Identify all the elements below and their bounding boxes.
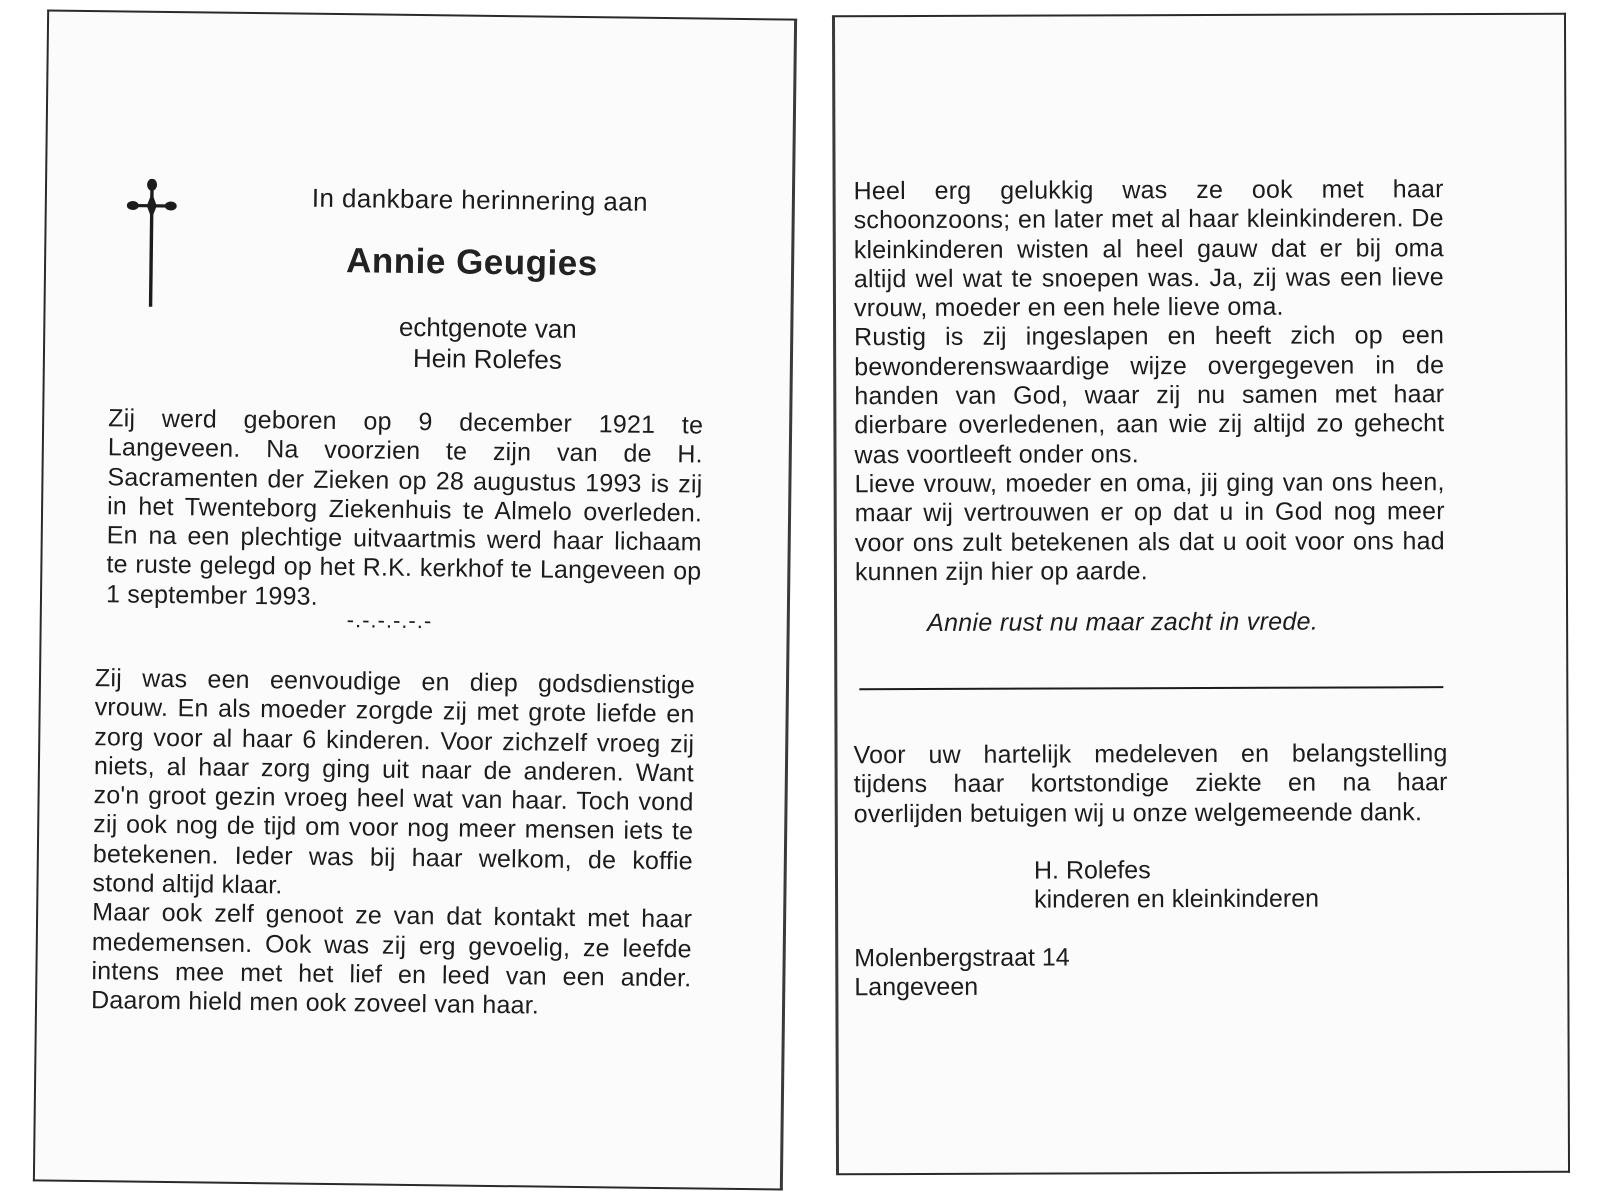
- right-paragraphs: [854, 175, 1445, 587]
- separator: -.-.-.-.-.-: [346, 607, 433, 634]
- address-block: [854, 943, 1070, 1002]
- address-town: Langeveen: [854, 972, 979, 1002]
- spouse-block: [345, 311, 631, 376]
- signature-family: kinderen en kleinkinderen: [1034, 884, 1320, 914]
- left-card: [33, 9, 797, 1190]
- right-card: [832, 13, 1570, 1176]
- right-paragraph-3: Lieve vrouw, moeder en oma, jij ging van ons heen, maar wij vertrouwen er op dat u in God nog meer voor ons zult betekenen als dat u ooit voor ons had kunnen zijn hier op aarde.: [854, 468, 1445, 587]
- signature-name: H. Rolefes: [1033, 856, 1151, 885]
- spouse-label: echtgenote van: [398, 311, 577, 344]
- deceased-name: Annie Geugies: [345, 241, 598, 284]
- life-story: [91, 664, 695, 1023]
- birth-paragraph: Zij werd geboren op 9 december 1921 te Langeveen. Na voorzien te zijn van de H. Sacramenten der Zieken op 28 augustus 1993 is zij in het Twenteborg Ziekenhuis te Almelo overleden. En na een plechtige uitvaartmis werd haar lichaam te ruste gelegd op het R.K. kerkhof te Langeveen op 1 september 1993.: [105, 404, 704, 611]
- intro-heading: In dankbare herinnering aan: [311, 182, 649, 217]
- right-paragraph-1: Heel erg gelukkig was ze ook met haar schoonzoons; en later met al haar kleinkinderen. De kleinkinderen wisten al heel gauw dat er bij oma altijd wel wat te snoepen was. Ja, zij was een lieve vrouw, moeder en een hele lieve oma.: [853, 175, 1444, 323]
- cross-icon: [126, 178, 178, 309]
- signature-block: [1034, 856, 1319, 915]
- divider-rule: [859, 686, 1443, 690]
- thanks-paragraph: Voor uw hartelijk medeleven en belangstelling tijdens haar kortstondige ziekte en na haar overlijden betuigen wij u onze welgemeende dank.: [853, 739, 1448, 828]
- right-paragraph-2: Rustig is zij ingeslapen en heeft zich op een bewonderenswaardige wijze overgegeven in de handen van God, waar zij nu samen met haar dierbare overledenen, aan wie zij altijd zo gehecht was voortleeft onder ons.: [854, 321, 1445, 469]
- closing-line: Annie rust nu maar zacht in vrede.: [927, 607, 1319, 637]
- spouse-name: Hein Rolefes: [412, 342, 563, 375]
- address-street: Molenbergstraat 14: [854, 943, 1070, 973]
- life-paragraph-2: Maar ook zelf genoot ze van dat kontakt met haar medemensen. Ook was zij erg gevoelig, ze leefde intens mee met het lief en leed van een ander. Daarom hield men ook zoveel van haar.: [90, 898, 693, 1020]
- life-paragraph-1: Zij was een eenvoudige en diep godsdienstige vrouw. En als moeder zorgde zij met grote liefde en zorg voor al haar 6 kinderen. Voor zichzelf vroeg zij niets, al haar zorg ging uit naar de anderen. Want zo'n groot gezin vroeg heel wat van haar. Toch vond zij ook nog de tijd om voor nog meer mensen iets te betekenen. Ieder was bij haar welkom, de koffie stond altijd klaar.: [92, 664, 696, 900]
